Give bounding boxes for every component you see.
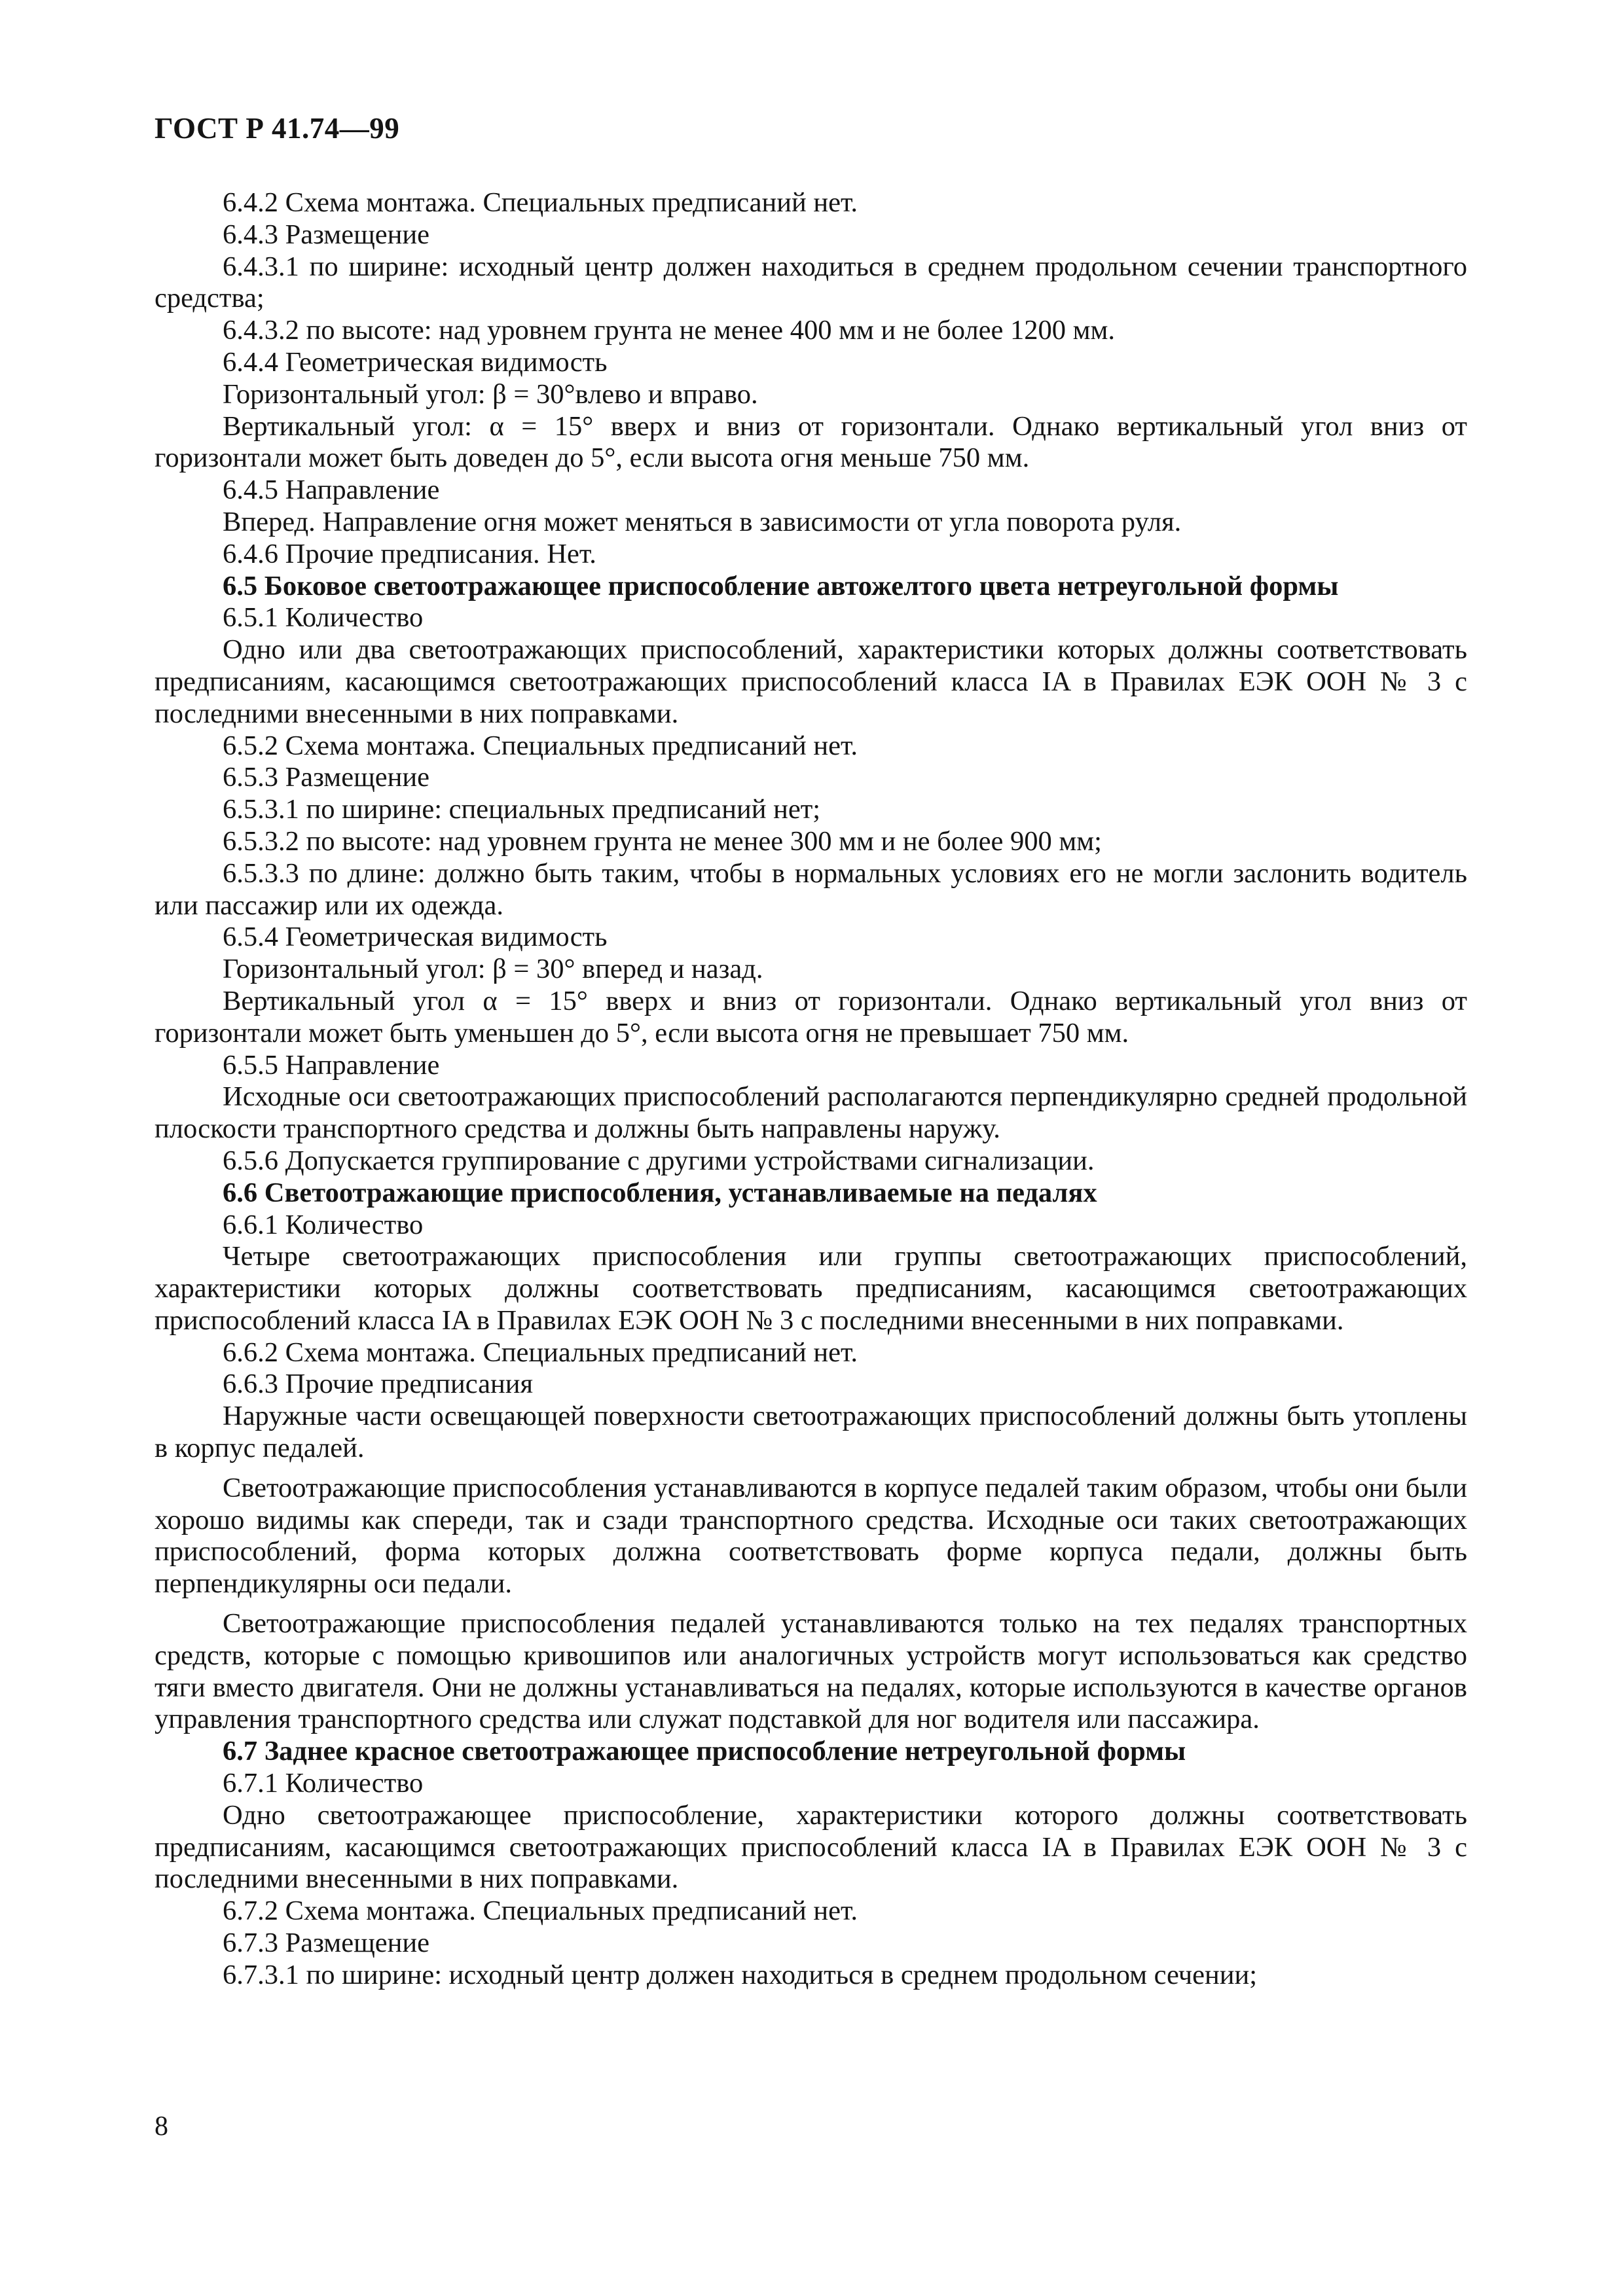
paragraph: 6.5.5 Направление	[223, 1049, 440, 1081]
paragraph: 6.4.5 Направление	[223, 475, 440, 506]
document-header: ГОСТ Р 41.74—99	[155, 112, 400, 145]
paragraph: 6.5.1 Количество	[223, 602, 424, 634]
paragraph: 6.7.3 Размещение	[223, 1928, 430, 1959]
page-number: 8	[155, 2111, 168, 2142]
paragraph: Исходные оси светоотражающих приспособлений располагаются перпендикулярно средней продольной плоскости транспортного средства и должны быть направлены наружу.	[155, 1081, 1467, 1145]
paragraph: 6.4.4 Геометрическая видимость	[223, 346, 608, 378]
paragraph: Светоотражающие приспособления устанавливаются в корпусе педалей таким образом, чтобы они были хорошо видимы как спереди, так и сзади транспортного средства. Исходные оси таких светоотражающих приспособлений, форма которых должна соответствовать форме корпуса педали, должны быть перпендикулярны оси педали.	[155, 1472, 1467, 1600]
paragraph: Горизонтальный угол: β = 30° вперед и назад.	[223, 954, 763, 985]
paragraph: Наружные части освещающей поверхности светоотражающих приспособлений должны быть утоплены в корпус педалей.	[155, 1401, 1467, 1464]
paragraph: 6.6.3 Прочие предписания	[223, 1369, 534, 1400]
paragraph: Вперед. Направление огня может меняться в зависимости от угла поворота руля.	[223, 506, 1182, 537]
document-body	[155, 187, 1467, 1992]
paragraph: 6.5.3.1 по ширине: специальных предписаний нет;	[223, 794, 821, 825]
paragraph: 6.7.1 Количество	[223, 1768, 424, 1799]
paragraph: 6.4.3.1 по ширине: исходный центр должен находиться в среднем продольном сечении транспортного средства;	[155, 251, 1467, 314]
paragraph: 6.6.2 Схема монтажа. Специальных предписаний нет.	[223, 1336, 858, 1368]
paragraph: Одно или два светоотражающих приспособлений, характеристики которых должны соответствовать предписаниям, касающимся светоотражающих приспособлений класса IA в Правилах ЕЭК ООН № 3 с последними внесенными в них поправками.	[155, 634, 1467, 729]
paragraph: Одно светоотражающее приспособление, характеристики которого должны соответствовать предписаниям, касающимся светоотражающих приспособлений класса IA в Правилах ЕЭК ООН № 3 с последними внесенными в них поправками.	[155, 1799, 1467, 1895]
paragraph: Вертикальный угол α = 15° вверх и вниз от горизонтали. Однако вертикальный угол вниз от горизонтали может быть уменьшен до 5°, если высота огня не превышает 750 мм.	[155, 985, 1467, 1049]
paragraph: Светоотражающие приспособления педалей устанавливаются только на тех педалях транспортных средств, которые с помощью кривошипов или аналогичных устройств могут использоваться как средство тяги вместо двигателя. Они не должны устанавливаться на педалях, которые используются в качестве органов управления транспортного средства или служат подставкой для ног водителя или пассажира.	[155, 1608, 1467, 1735]
paragraph: 6.4.2 Схема монтажа. Специальных предписаний нет.	[223, 187, 858, 218]
paragraph: 6.7.2 Схема монтажа. Специальных предписаний нет.	[223, 1895, 858, 1927]
section-heading: 6.7 Заднее красное светоотражающее приспособление нетреугольной формы	[223, 1736, 1186, 1767]
paragraph: 6.4.3 Размещение	[223, 219, 430, 250]
paragraph: 6.6.1 Количество	[223, 1209, 424, 1240]
paragraph: Горизонтальный угол: β = 30°влево и вправо.	[223, 378, 758, 410]
paragraph: 6.5.2 Схема монтажа. Специальных предписаний нет.	[223, 730, 858, 761]
paragraph: 6.5.3 Размещение	[223, 762, 430, 793]
paragraph: 6.5.6 Допускается группирование с другими устройствами сигнализации.	[223, 1145, 1095, 1176]
paragraph: Вертикальный угол: α = 15° вверх и вниз от горизонтали. Однако вертикальный угол вниз от горизонтали может быть доведен до 5°, если высота огня меньше 750 мм.	[155, 410, 1467, 474]
paragraph: Четыре светоотражающих приспособления или группы светоотражающих приспособлений, характеристики которых должны соответствовать предписаниям, касающимся светоотражающих приспособлений класса IA в Правилах ЕЭК ООН № 3 с последними внесенными в них поправками.	[155, 1241, 1467, 1336]
paragraph: 6.7.3.1 по ширине: исходный центр должен находиться в среднем продольном сечении;	[223, 1959, 1258, 1990]
paragraph: 6.5.3.2 по высоте: над уровнем грунта не менее 300 мм и не более 900 мм;	[223, 825, 1102, 857]
paragraph: 6.5.3.3 по длине: должно быть таким, чтобы в нормальных условиях его не могли заслонить водитель или пассажир или их одежда.	[155, 857, 1467, 921]
section-heading: 6.5 Боковое светоотражающее приспособление автожелтого цвета нетреугольной формы	[223, 570, 1339, 601]
section-heading: 6.6 Светоотражающие приспособления, устанавливаемые на педалях	[223, 1177, 1097, 1208]
paragraph: 6.5.4 Геометрическая видимость	[223, 922, 608, 953]
paragraph: 6.4.3.2 по высоте: над уровнем грунта не менее 400 мм и не более 1200 мм.	[223, 315, 1116, 346]
paragraph: 6.4.6 Прочие предписания. Нет.	[223, 538, 596, 569]
